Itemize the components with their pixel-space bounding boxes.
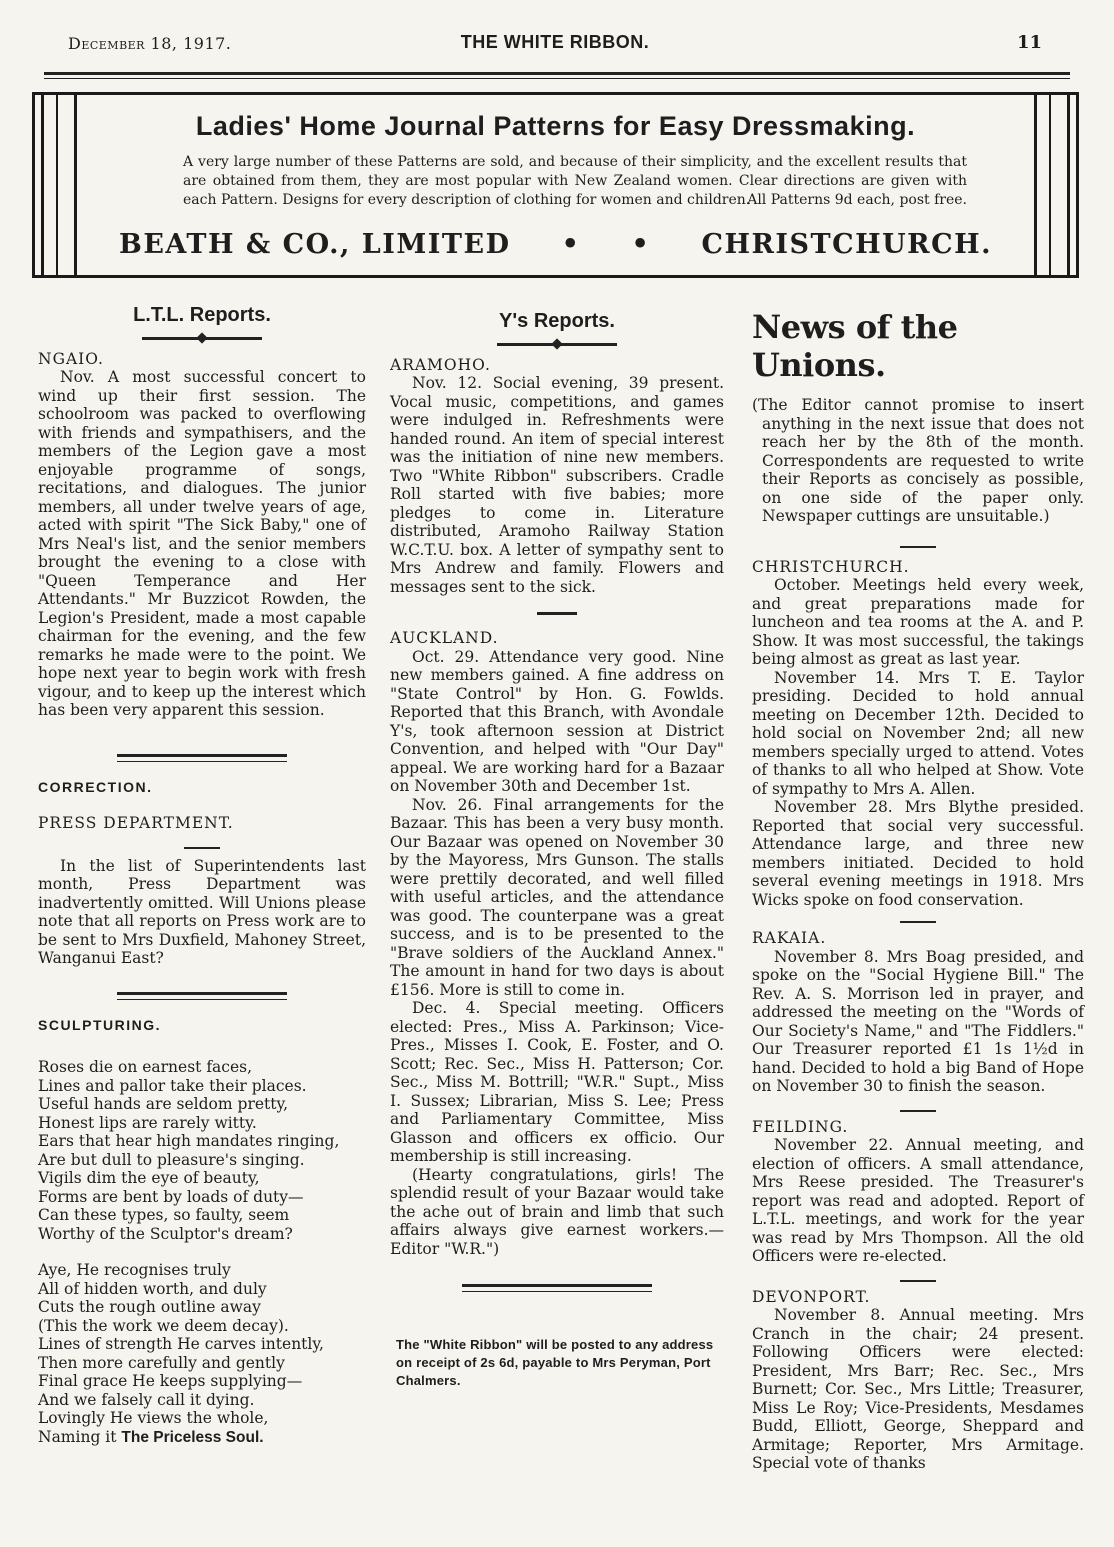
double-rule-divider: [117, 754, 287, 762]
issue-date: December 18, 1917.: [68, 34, 232, 53]
short-rule: [900, 1280, 936, 1282]
report-location: DEVONPORT.: [752, 1287, 871, 1306]
poem-line: Vigils dim the eye of beauty,: [38, 1169, 260, 1187]
poem-line: And we falsely call it dying.: [38, 1390, 255, 1409]
poem-line: Forms are bent by loads of duty—: [38, 1187, 304, 1206]
ad-company-line: [119, 229, 992, 260]
poem-line: Roses die on earnest faces,: [38, 1058, 253, 1076]
postal-notice: The "White Ribbon" will be posted to any address on receipt of 2s 6d, payable to Mrs Peryman, Port Chalmers.: [396, 1337, 714, 1388]
report-text: November 28. Mrs Blythe presided. Reported that social very successful. Attendance large, and three new members initiated. Decided to hold several evening meetings in 1918. Mrs Wicks spoke on food conservation.: [752, 798, 1084, 909]
report-location: PRESS DEPARTMENT.: [38, 814, 234, 832]
report-location: NGAIO.: [38, 349, 104, 368]
report-location: FEILDING.: [752, 1117, 849, 1136]
poem-line: Are but dull to pleasure's singing.: [38, 1150, 305, 1169]
report-text: November 8. Mrs Boag presided, and spoke on the "Social Hygiene Bill." The Rev. A. S. Morrison led in prayer, and addressed the meeting on the "Words of Our Society's Name," and "The Fiddlers." Our Treasurer reported £1 1s 1½d in hand. Decided to hold a big Band of Hope on November 30 to finish the season.: [752, 947, 1084, 1095]
report-text: Oct. 29. Attendance very good. Nine new members gained. A fine address on "State Control" by Hon. G. Fowlds. Reported that this Branch, with Avondale Y's, took afternoon session at District Convention, and helped with "Our Day" appeal. We are working hard for a Bazaar on November 30th and December 1st.: [390, 647, 724, 795]
advertisement-box: [32, 92, 1079, 278]
short-rule: [900, 546, 936, 548]
ornament-divider: [497, 343, 617, 346]
section-title: News of the Unions.: [752, 308, 958, 384]
poem-line-emphasis: The Priceless Soul.: [121, 1428, 264, 1446]
report-text: Dec. 4. Special meeting. Officers elected: Pres., Miss A. Parkinson; Vice-Pres., Misses I. Cook, E. Foster, and O. Scott; Rec. Sec., Miss H. Patterson; Cor. Sec., Miss M. Bottrill; "W.R." Supt., Miss I. Sussex; Librarian, Miss S. Lee; Press and Parliamentary Committee, Miss Glasson and officers ex officio. Our membership is still increasing.: [390, 999, 724, 1165]
double-rule-divider: [462, 1284, 652, 1292]
report-text: Nov. 12. Social evening, 39 present. Vocal music, competitions, and games were indulged in. Refreshments were handed round. An item of special interest was the initiation of nine new members. Two "White Ribbon" subscribers. Cradle Roll started with five babies; more pledges to come in. Literature distributed, Aramoho Railway Station W.C.T.U. box. A letter of sympathy sent to Mrs Andrew and family. Flowers and messages sent to the sick.: [390, 374, 724, 596]
ad-company-city: CHRISTCHURCH.: [701, 229, 992, 260]
ad-company-name: BEATH & CO., LIMITED: [119, 229, 511, 260]
page-number: 11: [1016, 32, 1042, 53]
short-rule: [537, 612, 577, 615]
report-location: AUCKLAND.: [390, 629, 499, 647]
poem: [38, 1058, 366, 1447]
poem-line: Lovingly He views the whole,: [38, 1409, 269, 1427]
poem-title: SCULPTURING.: [38, 1016, 161, 1033]
short-rule: [900, 1110, 936, 1112]
header-rule-thick: [44, 72, 1070, 75]
poem-line: Ears that hear high mandates ringing,: [38, 1132, 340, 1150]
report-text: Nov. 26. Final arrangements for the Bazaar. This has been a very busy month. Our Bazaar was opened on November 30 by the Mayoress, Mrs Gunson. The stalls were prettily decorated, and well filled with useful articles, and the attendance was good. The counterpane was a great success, and is to be presented to the "Brave soldiers of the Auckland Annex." The amount in hand for two days is about £156. More is still to come in.: [390, 795, 724, 999]
report-text: November 22. Annual meeting, and election of officers. A small attendance, Mrs Reese presided. The Treasurer's report was read and adopted. Report of L.T.L. meetings, and work for the year was read by Mrs Thompson. All the old Officers were re-elected.: [752, 1136, 1084, 1265]
ad-price: All Patterns 9d each, post free.: [747, 192, 967, 208]
poem-line: Cuts the rough outline away: [38, 1298, 261, 1316]
column-ys: [390, 312, 724, 1390]
poem-line: Then more carefully and gently: [38, 1353, 285, 1372]
poem-line: Final grace He keeps supplying—: [38, 1372, 303, 1390]
double-rule-divider: [117, 992, 287, 1000]
poem-line-prefix: Naming it: [38, 1427, 117, 1446]
report-text: October. Meetings held every week, and great preparations made for luncheon and tea rooms at the A. and P. Show. It was most successful, the takings being almost as great as last year.: [752, 576, 1084, 668]
poem-line: All of hidden worth, and duly: [38, 1279, 267, 1298]
ad-body: [183, 153, 967, 210]
poem-line: Worthy of the Sculptor's dream?: [38, 1224, 293, 1243]
ad-bullet: •: [561, 229, 581, 260]
poem-line: Useful hands are seldom pretty,: [38, 1095, 289, 1113]
poem-line: Can these types, so faulty, seem: [38, 1206, 290, 1224]
report-text: November 14. Mrs T. E. Taylor presiding. Decided to hold annual meeting on December 12th. Decided to hold social on November 2nd; all new members specially urged to attend. Votes of thanks to all who helped at Show. Vote of sympathy to Mrs A. Allen.: [752, 668, 1084, 798]
report-text: Nov. A most successful concert to wind up their first session. The schoolroom was packed to overflowing with friends and sympathisers, and the members of the Legion gave a most enjoyable programme of songs, recitations, and dialogues. The junior members, all under twelve years of age, acted with spirit "The Sick Baby," one of Mrs Neal's list, and the senior members brought the evening to a close with "Queen Temperance and Her Attendants." Mr Buzzicot Rowden, the Legion's President, made a most capable chairman for the evening, and the few remarks he made were to the point. We hope next year to begin work with fresh vigour, and to keep up the interest which has been very apparent this session.: [38, 368, 366, 719]
editor-note: (The Editor cannot promise to insert anything in the next issue that does not reach her by the 8th of the month. Correspondents are requested to write their Reports as concisely as possible, on one side of the paper only. Newspaper cuttings are unsuitable.): [752, 396, 1084, 525]
short-rule: [900, 921, 936, 923]
poem-line: Lines and pallor take their places.: [38, 1076, 307, 1095]
ornament-divider: [142, 337, 262, 340]
poem-line: Lines of strength He carves intently,: [38, 1335, 324, 1353]
section-title: Y's Reports.: [499, 310, 615, 332]
column-news-of-unions: [752, 308, 1084, 1473]
editor-comment: (Hearty congratulations, girls! The splendid result of your Bazaar would take the ache out of brain and limb that such affairs always give earnest workers.—Editor "W.R."): [390, 1165, 724, 1258]
ad-headline: Ladies' Home Journal Patterns for Easy Dressmaking.: [195, 111, 916, 141]
correction-heading: CORRECTION.: [38, 778, 153, 795]
correction-text: In the list of Superintendents last month, Press Department was inadvertently omitted. Will Unions please note that all reports on Press work are to be sent to Mrs Duxfield, Mahoney Street, Wanganui East?: [38, 856, 366, 967]
poem-line: (This the work we deem decay).: [38, 1316, 289, 1335]
report-location: RAKAIA.: [752, 929, 827, 947]
masthead-title: THE WHITE RIBBON.: [460, 32, 650, 52]
report-location: CHRISTCHURCH.: [752, 557, 910, 576]
column-ltl: [38, 306, 366, 1447]
short-rule: [184, 847, 220, 849]
header-rule-thin: [44, 78, 1070, 79]
poem-line: Honest lips are rarely witty.: [38, 1113, 257, 1132]
page-header: [68, 32, 1042, 60]
poem-line: Aye, He recognises truly: [38, 1261, 231, 1279]
report-text: November 8. Annual meeting. Mrs Cranch in the chair; 24 present. Following Officers were elected: President, Mrs Barr; Rec. Sec., Mrs Burnett; Cor. Sec., Mrs Little; Treasurer, Miss Le Roy; Vice-Presidents, Mesdames Budd, Elliott, George, Sheppard and Armitage; Reporter, Mrs Armitage. Special vote of thanks: [752, 1306, 1084, 1472]
ad-body-text: A very large number of these Patterns are sold, and because of their simplicity, and the excellent results that are obtained from them, they are most popular with New Zealand women. Clear directions are given with each Pattern. Designs for every description of clothing for women and children.: [183, 154, 967, 208]
report-location: ARAMOHO.: [390, 355, 491, 374]
section-title: L.T.L. Reports.: [133, 304, 271, 326]
poem-line-final: [38, 1428, 366, 1448]
ad-bullet: •: [631, 229, 651, 260]
